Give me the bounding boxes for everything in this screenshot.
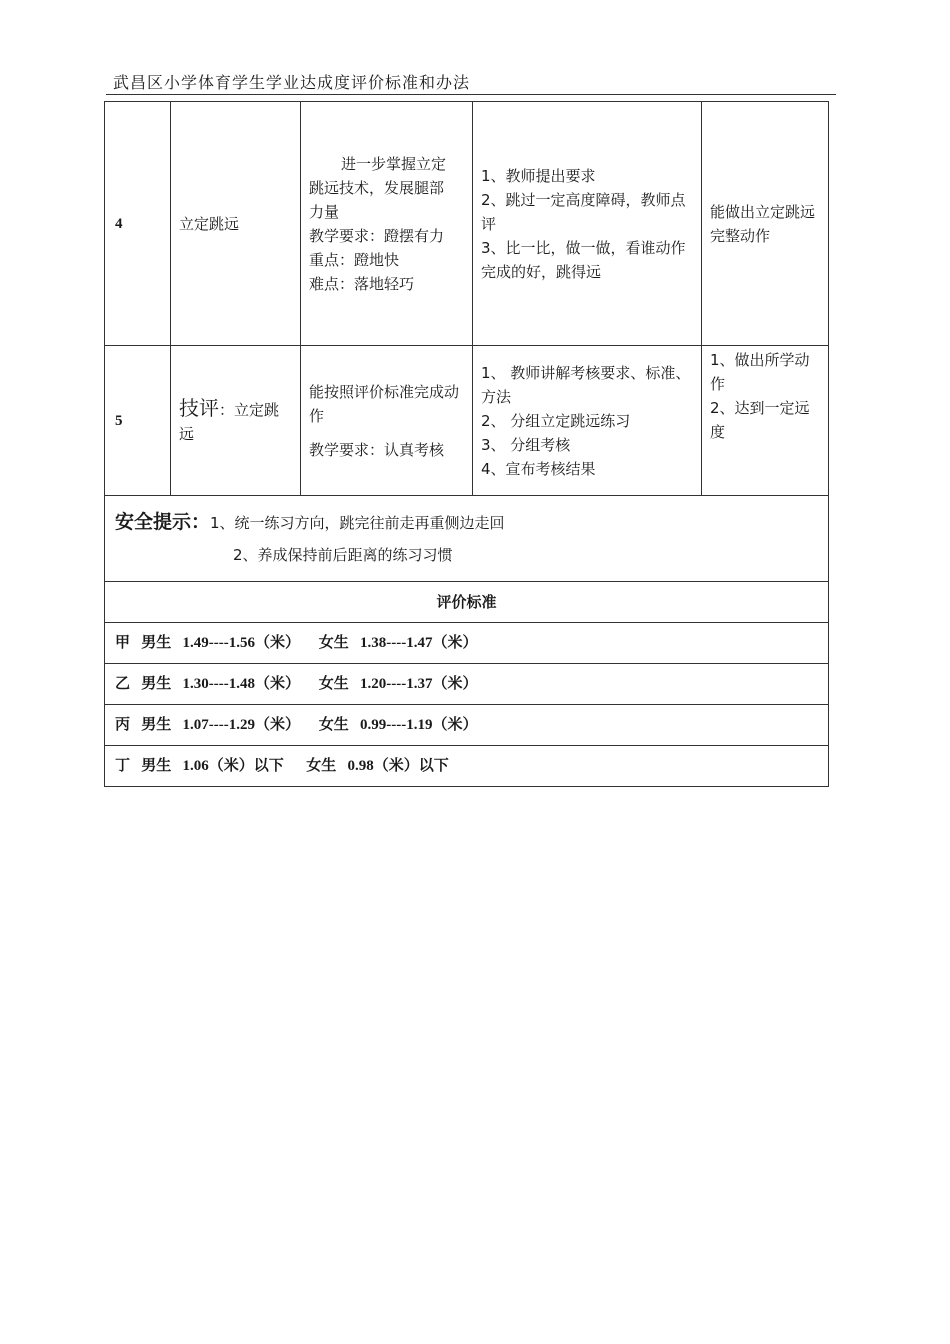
- grade-row: [105, 746, 829, 787]
- grade-row: [105, 705, 829, 746]
- lesson-goal: [301, 102, 473, 346]
- table-row: [105, 346, 829, 496]
- goal-line: 难点：落地轻巧: [309, 274, 415, 293]
- criteria-title-row: [105, 582, 829, 623]
- goal-spacer: [309, 428, 464, 438]
- goal-line: 力量: [309, 202, 340, 221]
- safety-label: 安全提示：: [115, 511, 211, 533]
- lesson-goal: [301, 346, 473, 496]
- lesson-content: [171, 346, 301, 496]
- lesson-methods: [473, 346, 702, 496]
- lesson-plan-table: [104, 101, 829, 787]
- evaluation-item: 能做出立定跳远完整动作: [710, 202, 816, 245]
- content-suffix: ：立定跳远: [179, 400, 280, 443]
- method-item: 2、跳过一定高度障碍，教师点评: [481, 190, 686, 233]
- goal-line: 跳远技术，发展腿部: [309, 178, 445, 197]
- grade-row: [105, 623, 829, 664]
- goal-line: 教学要求：蹬摆有力: [309, 226, 445, 245]
- lesson-evaluation: [702, 346, 829, 496]
- lesson-methods: [473, 102, 702, 346]
- method-item: 4、宣布考核结果: [481, 459, 596, 478]
- safety-row: [105, 496, 829, 582]
- method-item: 1、 教师讲解考核要求、标准、方法: [481, 363, 691, 406]
- method-item: 1、教师提出要求: [481, 166, 596, 185]
- grade-row: [105, 664, 829, 705]
- safety-tips: [105, 496, 829, 582]
- lesson-evaluation: [702, 102, 829, 346]
- grade-yi: 乙 男生 1.30----1.48（米） 女生 1.20----1.37（米）: [105, 664, 829, 705]
- grade-bing: 丙 男生 1.07----1.29（米） 女生 0.99----1.19（米）: [105, 705, 829, 746]
- safety-line-1: [115, 510, 820, 535]
- lesson-number: 4: [105, 102, 171, 346]
- safety-item: 1、统一练习方向，跳完往前走再重侧边走回: [210, 514, 505, 532]
- goal-line: 进一步掌握立定: [341, 154, 447, 173]
- goal-line: 重点：蹬地快: [309, 250, 400, 269]
- lesson-content: 立定跳远: [171, 102, 301, 346]
- document-header: 武昌区小学体育学生学业达成度评价标准和办法: [113, 73, 471, 92]
- header-rule: [106, 94, 836, 95]
- grade-ding: 丁 男生 1.06（米）以下 女生 0.98（米）以下: [105, 746, 829, 787]
- goal-line: 能按照评价标准完成动作: [309, 382, 460, 425]
- lesson-number: 5: [105, 346, 171, 496]
- method-item: 2、 分组立定跳远练习: [481, 411, 631, 430]
- method-item: 3、比一比，做一做，看谁动作完成的好，跳得远: [481, 238, 686, 281]
- grade-jia: 甲 男生 1.49----1.56（米） 女生 1.38----1.47（米）: [105, 623, 829, 664]
- method-item: 3、 分组考核: [481, 435, 571, 454]
- content-prefix: 技评: [179, 395, 219, 420]
- evaluation-item: 1、做出所学动作: [710, 351, 810, 393]
- criteria-title: 评价标准: [105, 582, 829, 623]
- goal-line: 教学要求：认真考核: [309, 440, 445, 459]
- table-row: [105, 102, 829, 346]
- evaluation-item: 2、达到一定远度: [710, 399, 810, 441]
- safety-item: 2、养成保持前后距离的练习习惯: [233, 546, 453, 564]
